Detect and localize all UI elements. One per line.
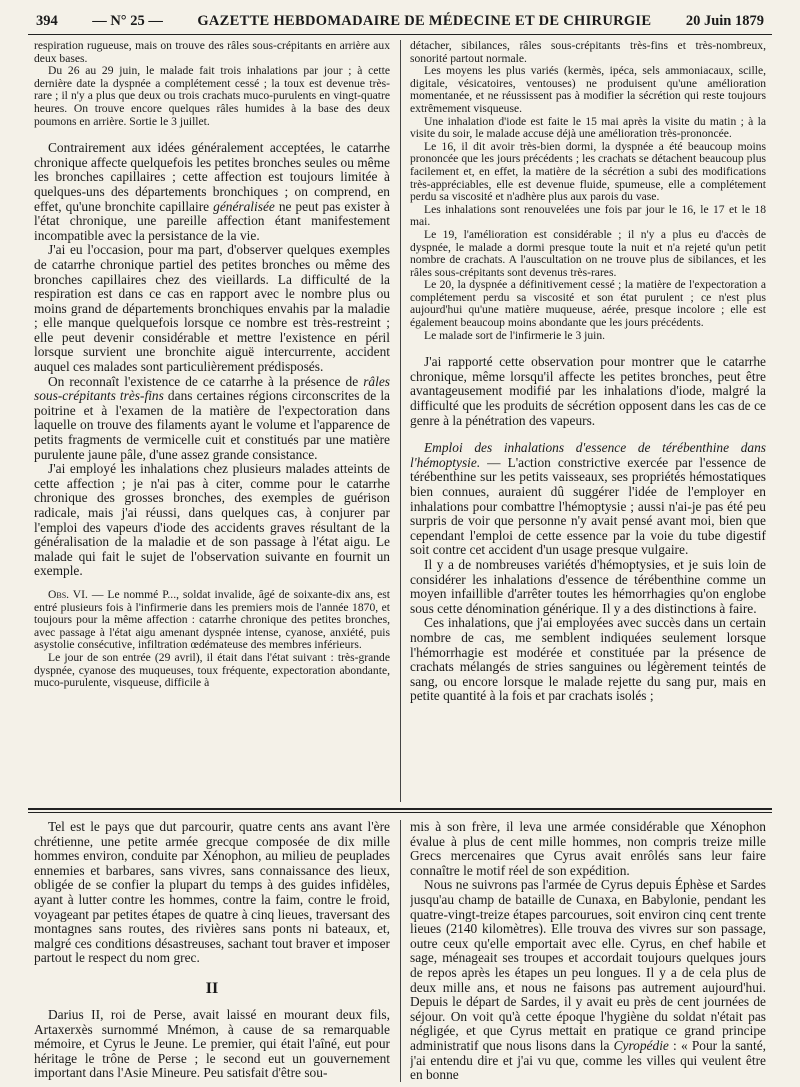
paragraph: mis à son frère, il leva une armée considérable que Xénophon évalue à plus de cent mille hommes, non compris treize mille Grecs mercenaires que Cyrus avait enrôlés sans leur faire connaître le motif réel de son expédition. xyxy=(410,820,766,878)
paragraph: Le 20, la dyspnée a définitivement cessé ; la matière de l'expectoration a complétement perdu sa viscosité et son état purulent ; ce n'est plus aujourd'hui qu'une matière muqueuse, aérée, presque incolore ; elle est également beaucoup moins abondante que les jours précédents. xyxy=(410,278,766,330)
header-rule xyxy=(28,34,772,35)
paragraph: J'ai rapporté cette observation pour montrer que le catarrhe chronique, même lorsqu'il affecte les petites bronches, peut être avantageusement modifié par les inhalations d'iode, malgré la difficulté que les produits de sécrétion opposent dans les cas de ce genre à la pénétration des vapeurs. xyxy=(410,354,766,428)
paragraph: Le malade sort de l'infirmerie le 3 juin. xyxy=(424,328,606,342)
column-divider-lower xyxy=(400,820,401,1082)
section-numeral: II xyxy=(205,979,219,997)
paragraph: Nous ne suivrons pas l'armée de Cyrus depuis Éphèse et Sardes jusqu'au champ de bataille de Cunaxa, en Babylonie, pendant les quatre-vingt-treize étapes parcourues, soit environ cinq cent trente lieues (2140 kilomètres). Elle trouva des vivres sur son passage, outre ceux qu'elle emportait avec elle. Cyrus, en chef habile et sage, ménageait ses troupes et accordait toujours quelques jours de repos après les étapes un peu longues. Il y a de cela plus de deux mille ans, et nous ne faisons pas autrement aujourd'hui. Depuis le départ de Sardes, il y avait eu près de cent journées de séjour. On voit qu'à cette époque l'hygiène du soldat n'était pas négligée, et que Cyrus mettait en pratique ce grand principe administratif que nous lisons dans la Cyropédie : « Pour la santé, j'ai entendu dire et j'ai vu que, comme les villes qui veulent être en bonne xyxy=(410,877,766,1082)
paragraph: respiration rugueuse, mais on trouve des râles sous-crépitants en arrière aux deux bases. xyxy=(34,40,390,65)
paragraph: Contrairement aux idées généralement acceptées, le catarrhe chronique affecte quelquefois les petites bronches seules ou même les bronches capillaires ; cette affection est toujours limitée à quelques-uns des départements bronchiques ; on comprend, en effet, qu'une bronchite capillaire généralisée ne peut pas exister à l'état chronique, une pareille affection étant manifestement incompatible avec la persistance de la vie. xyxy=(34,140,390,243)
feuilleton-rule-thin xyxy=(28,812,772,813)
upper-left-column xyxy=(34,40,390,802)
paragraph: Ces inhalations, que j'ai employées avec succès dans un certain nombre de cas, me semblent indiquées seulement lorsque l'hémorrhagie est modérée et constituée par la présence de crachats mélangés de stries sanguines ou légèrement teintés de sang, ou encore lorsque le malade rejette du sang pur, mais en petite quantité à la fois et par crachats isolés ; xyxy=(410,615,766,704)
paragraph: Les inhalations sont renouvelées une fois par jour le 16, le 17 et le 18 mai. xyxy=(410,202,766,229)
paragraph: Il y a de nombreuses variétés d'hémoptysies, et je suis loin de considérer les inhalations d'essence de térébenthine comme un moyen infaillible d'arrêter toutes les hémorrhagies qu'on englobe sous cette dénomination générique. Il y a des distinctions à faire. xyxy=(410,556,766,616)
observation-paragraph: Obs. VI. — Le nommé P..., soldat invalide, âgé de soixante-dix ans, est entré plusieurs fois à l'infirmerie dans les premiers mois de l'année 1870, et toujours pour la même affection : catarrhe chronique des petites bronches, avec passage à l'état aigu amenant dyspnée intense, cyanose, anxiété, puis asystolie consécutive, infiltration œdémateuse des membres inférieurs. xyxy=(34,587,390,652)
paragraph: Darius II, roi de Perse, avait laissé en mourant deux fils, Artaxerxès surnommé Mnémon, à cause de sa remarquable mémoire, et Cyrus le Jeune. Le premier, qui était l'aîné, eut pour héritage le trône de Perse ; le second eut un gouvernement important dans l'Asie Mineure. Peu satisfait d'être sou- xyxy=(34,1006,390,1081)
paragraph: J'ai employé les inhalations chez plusieurs malades atteints de cette affection ; je n'ai pas à citer, comme pour le catarrhe chronique des grosses bronches, des exemples de guérison radicale, mais j'ai réussi, dans quelques cas, à conjurer par l'emploi des vapeurs d'iode des accidents graves résultant de la généralisation de la maladie et de son passage à l'état aigu. Le malade qui fait le sujet de l'observation suivante en fournit un exemple. xyxy=(34,461,390,579)
paragraph: J'ai eu l'occasion, pour ma part, d'observer quelques exemples de catarrhe chronique partiel des petites bronches ou même des bronches capillaires chez des vieillards. La difficulté de la respiration est dans ce cas en rapport avec le nombre plus ou moins grand de départements bronchiques envahis par la maladie ; elle manque quelquefois lorsque ce nombre est très-restreint ; elle peut devenir considérable et mettre l'existence en péril lorsque survient une bronchite aiguë intercurrente, accident auquel ces malades sont particulièrement prédisposés. xyxy=(34,242,390,375)
paragraph: Le 16, il dit avoir très-bien dormi, la dyspnée a été beaucoup moins prononcée que les jours précédents ; les crachats se détachent beaucoup plus facilement et, en effet, la matière de la sécrétion a subi des modifications très-appréciables, elle est devenue fluide, spumeuse, elle a complétement perdu sa viscosité et n'adhère plus aux parois du vase. xyxy=(410,139,766,204)
upper-right-column xyxy=(410,40,766,802)
paragraph: Du 26 au 29 juin, le malade fait trois inhalations par jour ; à cette dernière date la dyspnée a complétement cessé ; la toux est devenue très-rare ; il n'y a plus que deux ou trois crachats muco-purulents en vingt-quatre heures. On trouve encore quelques râles humides à la base des deux poumons en arrière. Sortie le 3 juillet. xyxy=(34,64,390,128)
column-divider xyxy=(400,40,401,802)
issue-date: 20 Juin 1879 xyxy=(685,13,764,29)
issue-number: — N° 25 — xyxy=(92,13,163,29)
page-header xyxy=(36,8,764,30)
page-number: 394 xyxy=(36,13,58,29)
paragraph: Le jour de son entrée (29 avril), il était dans l'état suivant : très-grande dyspnée, cyanose des muqueuses, toux fréquente, expectoration abondante, muco-purulente, visqueuse, difficile à xyxy=(34,650,390,690)
journal-title: GAZETTE HEBDOMADAIRE DE MÉDECINE ET DE CHIRURGIE xyxy=(197,13,652,29)
paragraph: Une inhalation d'iode est faite le 15 mai après la visite du matin ; à la visite du soir, le malade accuse déjà une amélioration très-prononcée. xyxy=(410,114,766,141)
paragraph: Tel est le pays que dut parcourir, quatre cents ans avant l'ère chrétienne, une petite armée grecque composée de dix mille hommes environ, conduite par Xénophon, au milieu de peuplades ennemies et barbares, sans vivres, sans connaissance des lieux, obligée de se confier la plupart du temps à des guides infidèles, ayant à lutter contre les hommes, contre la faim, contre le froid, voyageant par petites étapes de quatre à cinq lieues, traversant des montagnes sans routes, des rivières sans ponts ni bateaux, et, malgré ces conditions désastreuses, sachant tout braver et imposer partout le respect du nom grec. xyxy=(34,820,390,966)
feuilleton-rule xyxy=(28,808,772,810)
paragraph: détacher, sibilances, râles sous-crépitants très-fins et très-nombreux, sonorité partout normale. xyxy=(410,40,766,65)
lower-right-column xyxy=(410,820,766,1082)
lower-left-column xyxy=(34,820,390,1082)
paragraph: Les moyens les plus variés (kermès, ipéca, sels ammoniacaux, scille, digitale, vésicatoires, ventouses) ne produisent qu'une amélioration momentanée, et ne réussissent pas à modifier la sécrétion qui reste toujours extrêmement visqueuse. xyxy=(410,64,766,115)
paragraph: Le 19, l'amélioration est considérable ; il n'y a plus eu d'accès de dyspnée, le malade a dormi presque toute la nuit et n'a rejeté qu'un petit nombre de crachats. A l'auscultation on ne trouve plus de sibilances, et les râles sous-crépitants sont devenus très-rares. xyxy=(410,227,766,279)
section-paragraph: Emploi des inhalations d'essence de térébenthine dans l'hémoptysie. — L'action constrictive exercée par l'essence de térébenthine sur les petits vaisseaux, ses propriétés hémostatiques bien connues, auraient dû suggérer l'idée de l'employer en inhalations pour combattre l'hémoptysie ; aussi n'ai-je pas été peu surpris de voir que personne n'y avait pensé avant moi, bien que cependant l'emploi de cette essence par la voie du tube digestif soit contre cet accident d'un usage presque vulgaire. xyxy=(410,440,766,558)
paragraph: On reconnaît l'existence de ce catarrhe à la présence de râles sous-crépitants très-fins dans certaines régions circonscrites de la poitrine et à l'examen de la matière de l'expectoration dans laquelle on trouve des filaments ayant le volume et l'apparence de petits fragments de vermicelle cuit et constitués par une matière purulente jaune pâle, d'une assez grande consistance. xyxy=(34,373,390,462)
